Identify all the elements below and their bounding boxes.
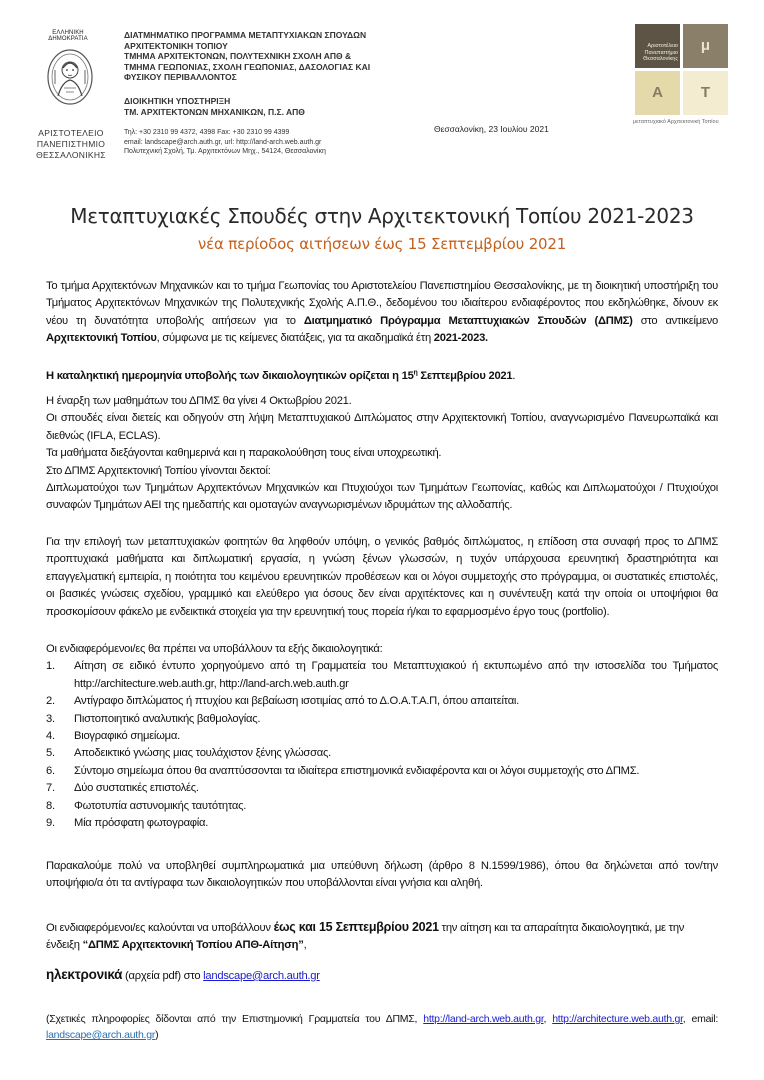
logo-cell-mu: μ	[683, 24, 728, 68]
intro-paragraph	[46, 278, 718, 348]
list-item	[46, 745, 718, 762]
admin-line: ΤΜ. ΑΡΧΙΤΕΚΤΟΝΩΝ ΜΗΧΑΝΙΚΩΝ, Π.Σ. ΑΠΘ	[124, 106, 305, 117]
intro-text: Το τμήμα Αρχιτεκτόνων Μηχανικών και το τμήμα Γεωπονίας του Αριστοτελείου Πανεπιστημίου Θεσσαλονίκης, με τη διοικητική υποστήριξη του Τμήματος Αρχιτεκτόνων Μηχανικών της Πολυτεχνικής Σχολής Α.Π.Θ., δεδομένου του ιδιαίτερου ενδιαφέροντος που εκδηλώθηκε, δίνουν εκ νέου τη δυνατότητα υποβολής αιτήσεων για το	[46, 280, 718, 327]
info-line: Οι σπουδές είναι διετείς και οδηγούν στη λήψη Μεταπτυχιακού Διπλώματος στην Αρχιτεκτονική Τοπίου, αναγνωρισμένο Πανευρωπαϊκά και διεθνώς (IFLA, ECLAS).	[46, 412, 718, 442]
subject-name: Αρχιτεκτονική Τοπίου	[46, 332, 157, 345]
logo-cell-tau: Τ	[683, 71, 728, 115]
submission-text: την αίτηση και τα απαραίτητα δικαιολογητικά, με την ένδειξη	[46, 922, 685, 952]
item-number: 1.	[46, 660, 55, 673]
list-item	[46, 798, 718, 815]
electronic-submission	[46, 966, 718, 985]
list-item	[46, 693, 718, 710]
declaration-paragraph: Παρακαλούμε πολύ να υποβληθεί συμπληρωματικά μια υπεύθυνη δήλωση (άρθρο 8 Ν.1599/1986), όπου θα δηλώνεται από τον/την υποψήφιο/α ότι τα αντίγραφα των δικαιολογητικών που υποβάλλονται είναι γνήσια και αληθή.	[46, 860, 718, 890]
logo-cell-alpha: Α	[635, 71, 680, 115]
list-item	[46, 780, 718, 797]
submission-text: Οι ενδιαφερόμενοι/ες καλούνται να υποβάλλουν	[46, 922, 274, 934]
electronic-text: (αρχεία pdf) στο	[122, 970, 204, 982]
land-arch-link[interactable]: http://land-arch.web.auth.gr	[423, 1013, 544, 1025]
item-text: Φωτοτυπία αστυνομικής ταυτότητας.	[74, 799, 247, 812]
contact-address: Πολυτεχνική Σχολή, Τμ. Αρχιτεκτόνων Μηχ., 54124, Θεσσαλονίκη	[124, 148, 326, 155]
deadline-period: .	[512, 370, 516, 382]
item-text: Σύντομο σημείωμα όπου θα αναπτύσσονται τα ιδιαίτερα επιστημονικά ενδιαφέροντα και οι λόγοι συμμετοχής στο ΔΠΜΣ.	[74, 764, 640, 777]
item-number: 2.	[46, 695, 55, 708]
program-line: ΔΙΑΤΜΗΜΑΤΙΚΟ ΠΡΟΓΡΑΜΜΑ ΜΕΤΑΠΤΥΧΙΑΚΩΝ ΣΠΟΥΔΩΝ	[124, 30, 367, 40]
footer-email-link[interactable]: landscape@arch.auth.gr	[46, 1029, 156, 1041]
item-number: 3.	[46, 712, 55, 725]
program-line: ΦΥΣΙΚΟΥ ΠΕΡΙΒΑΛΛΟΝΤΟΣ	[124, 72, 237, 82]
program-line: ΤΜΗΜΑ ΓΕΩΠΟΝΙΑΣ, ΣΧΟΛΗ ΓΕΩΠΟΝΙΑΣ, ΔΑΣΟΛΟΓΙΑΣ ΚΑΙ	[124, 61, 371, 72]
university-seal-icon	[46, 48, 94, 106]
architecture-link[interactable]: http://architecture.web.auth.gr	[552, 1013, 683, 1025]
item-number: 7.	[46, 782, 55, 795]
list-item	[46, 658, 718, 693]
logo-text-line: Θεσσαλονίκης	[643, 56, 678, 62]
republic-label: ΕΛΛΗΝΙΚΗ ΔΗΜΟΚΡΑΤΙΑ	[48, 30, 88, 42]
logo-cell-university	[635, 24, 680, 68]
info-line: Διπλωματούχοι των Τμημάτων Αρχιτεκτόνων Μηχανικών και Πτυχιούχοι των Τμημάτων Γεωπονίας, καθώς και Διπλωματούχοι / Πτυχιούχοι συναφών Τμημάτων ΑΕΙ της ημεδαπής και ομοταγών αναγνωρισμένων ιδρυμάτων της αλλοδαπής.	[46, 482, 718, 512]
admin-support-heading	[124, 96, 305, 117]
info-line: Η έναρξη των μαθημάτων του ΔΠΜΣ θα γίνει 4 Οκτωβρίου 2021.	[46, 395, 352, 407]
submission-text: ,	[303, 939, 307, 952]
info-section	[46, 393, 718, 515]
documents-list	[46, 658, 718, 832]
item-text: Πιστοποιητικό αναλυτικής βαθμολογίας.	[74, 712, 261, 725]
page-subtitle: νέα περίοδος αιτήσεων έως 15 Σεπτεμβρίου 2021	[197, 235, 567, 253]
footer-note	[46, 1011, 718, 1043]
item-number: 4.	[46, 730, 55, 743]
place-date: Θεσσαλονίκη, 23 Ιουλίου 2021	[434, 124, 549, 134]
contact-info	[124, 128, 326, 157]
program-heading	[124, 30, 370, 83]
item-text: Αποδεικτικό γνώσης μιας τουλάχιστον ξένης γλώσσας.	[74, 747, 331, 760]
item-text: Μία πρόσφατη φωτογραφία.	[74, 817, 209, 830]
footer-text: ,	[543, 1013, 553, 1025]
university-line: ΘΕΣΣΑΛΟΝΙΚΗΣ	[36, 150, 106, 160]
item-text: Δύο συστατικές επιστολές.	[74, 782, 199, 795]
footer-text: (Σχετικές πληροφορίες δίδονται από την Επιστημονική Γραμματεία του ΔΠΜΣ,	[46, 1013, 424, 1025]
university-line: ΑΡΙΣΤΟΤΕΛΕΙΟ	[38, 128, 104, 138]
deadline-date: Σεπτεμβρίου 2021	[417, 370, 513, 382]
item-text: Αντίγραφο διπλώματος ή πτυχίου και βεβαίωση ισοτιμίας από το Δ.Ο.Α.Τ.Α.Π, όπου απαιτείται.	[74, 695, 520, 708]
email-link[interactable]: landscape@arch.auth.gr	[203, 970, 320, 982]
logo-caption: μεταπτυχιακό Αρχιτεκτονική Τοπίου	[633, 119, 719, 125]
submission-deadline: έως και 15 Σεπτεμβρίου 2021	[273, 920, 439, 934]
item-text: Αίτηση σε ειδικό έντυπο χορηγούμενο από τη Γραμματεία του Μεταπτυχιακού ή εκτυπωμένο από την ιστοσελίδα του Τμήματος http://architecture.web.auth.gr, http://land-arch.web.auth.gr	[74, 660, 718, 690]
logo-text-line: Πανεπιστήμιο	[644, 49, 678, 56]
contact-email-url: email: landscape@arch.auth.gr, url: http://land-arch.web.auth.gr	[124, 138, 322, 146]
item-text: Βιογραφικό σημείωμα.	[74, 730, 180, 743]
academic-years: 2021-2023.	[433, 332, 488, 345]
page-title: Μεταπτυχιακές Σπουδές στην Αρχιτεκτονική Τοπίου 2021-2023	[70, 204, 694, 228]
university-name	[36, 128, 106, 161]
deadline-text: Η καταληκτική ημερομηνία υποβολής των δικαιολογητικών ορίζεται η 15	[46, 370, 414, 382]
program-name: Διατμηματικό Πρόγραμμα Μεταπτυχιακών Σπουδών (ΔΠΜΣ)	[303, 314, 633, 327]
list-item	[46, 763, 718, 780]
item-number: 5.	[46, 747, 55, 760]
list-item	[46, 815, 718, 832]
deadline-superscript: η	[413, 369, 418, 377]
info-line: Στο ΔΠΜΣ Αρχιτεκτονική Τοπίου γίνονται δεκτοί:	[46, 464, 271, 477]
item-number: 9.	[46, 817, 55, 830]
program-line: ΑΡΧΙΤΕΚΤΟΝΙΚΗ ΤΟΠΙΟΥ	[124, 40, 228, 51]
university-line: ΠΑΝΕΠΙΣΤΗΜΙΟ	[36, 139, 106, 149]
intro-text: , σύμφωνα με τις κείμενες διατάξεις, για τα ακαδημαϊκά έτη	[156, 332, 434, 345]
deadline-paragraph	[46, 368, 718, 385]
electronic-label: ηλεκτρονικά	[46, 967, 123, 982]
selection-criteria: Για την επιλογή των μεταπτυχιακών φοιτητών θα ληφθούν υπόψη, ο γενικός βαθμός διπλώματος, η επίδοση στα συναφή προς το ΔΠΜΣ προπτυχιακά μαθήματα και διπλωματική εργασία, η γνώση ξένων γλωσσών, η τυχόν υπάρχουσα ερευνητική δραστηριότητα και επαγγελματική εμπειρία, η ποιότητα του κειμένου ερευνητικών προθέσεων και οι λόγοι συμμετοχής στο πρόγραμμα, οι συστατικές επιστολές, οι βασικές γνώσεις σχεδίου, γραμμικό και ελεύθερο για όσους δεν είναι αρχιτέκτονες και η συνέντευξη κατά την οποία οι υποψήφιοι θα προσκομίσουν φάκελο με ενδεικτικά στοιχεία για την ερευνητική τους πορεία ή/και το εφαρμοσμένο έργο τους (portfolio).	[46, 536, 718, 618]
program-line: ΤΜΗΜΑ ΑΡΧΙΤΕΚΤΟΝΩΝ, ΠΟΛΥΤΕΧΝΙΚΗ ΣΧΟΛΗ ΑΠΘ &	[124, 51, 352, 61]
logo-text-line: Αριστοτέλειο	[647, 43, 678, 49]
footer-text: , email:	[682, 1013, 719, 1025]
submission-paragraph	[46, 919, 718, 955]
info-line: Τα μαθήματα διεξάγονται καθημερινά και η παρακολούθηση τους είναι υποχρεωτική.	[46, 447, 442, 460]
item-number: 8.	[46, 799, 55, 812]
intro-text: στο αντικείμενο	[632, 314, 719, 327]
submission-label: “ΔΠΜΣ Αρχιτεκτονική Τοπίου ΑΠΘ-Αίτηση”	[82, 939, 304, 952]
list-item	[46, 728, 718, 745]
documents-section	[46, 641, 718, 832]
item-number: 6.	[46, 764, 55, 777]
list-item	[46, 711, 718, 728]
documents-intro: Οι ενδιαφερόμενοι/ες θα πρέπει να υποβάλλουν τα εξής δικαιολογητικά:	[46, 643, 383, 655]
contact-phone: Τηλ: +30 2310 99 4372, 4398 Fax: +30 2310 99 4399	[124, 129, 290, 136]
admin-line: ΔΙΟΙΚΗΤΙΚΗ ΥΠΟΣΤΗΡΙΞΗ	[124, 96, 231, 106]
footer-text: )	[155, 1029, 159, 1041]
